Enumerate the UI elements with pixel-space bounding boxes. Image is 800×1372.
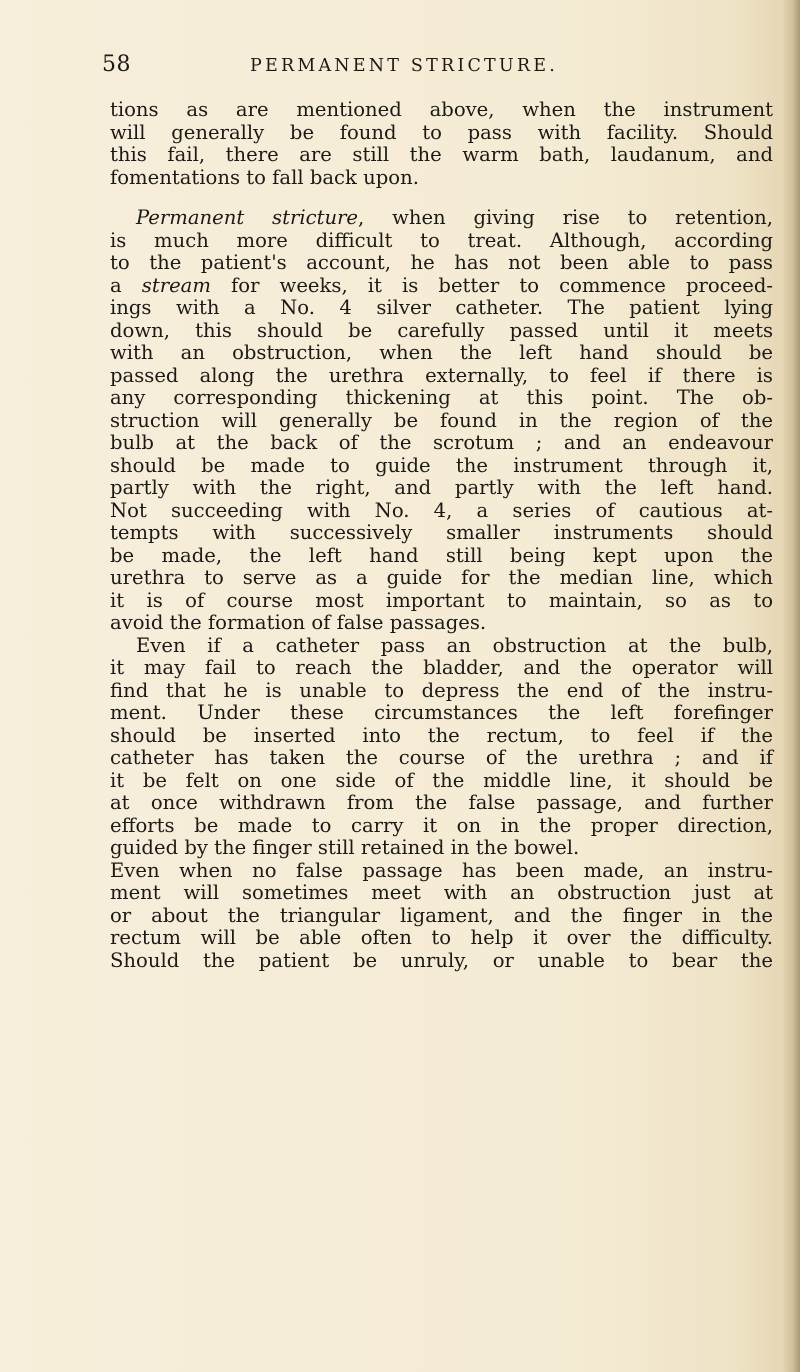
text-line: at once withdrawn from the false passage, and further <box>110 791 773 814</box>
text-line: be made, the left hand still being kept upon the <box>110 543 773 567</box>
text-line: with an obstruction, when the left hand should be <box>110 341 773 364</box>
line-start: a <box>110 273 142 297</box>
running-head: PERMANENT STRICTURE. <box>250 56 558 76</box>
page-edge-shadow <box>782 0 800 1372</box>
text-line: avoid the formation of false passages. <box>110 611 487 634</box>
text-line: is much more difficult to treat. Although, according <box>110 228 773 252</box>
text-line: ings with a No. 4 silver catheter. The patient lying <box>110 296 773 319</box>
text-line: fomentations to fall back upon. <box>110 165 419 189</box>
page-header <box>102 52 762 84</box>
text-line: tempts with successively smaller instruments should <box>110 521 773 544</box>
text-line: will generally be found to pass with facility. Should <box>110 120 773 144</box>
text-line: struction will generally be found in the region of the <box>110 408 773 432</box>
text-line: this fail, there are still the warm bath, laudanum, and <box>110 143 773 166</box>
line-rest: , when giving rise to retention, <box>358 206 773 229</box>
text-line: rectum will be able often to help it over the difficulty. <box>110 926 773 949</box>
text-line: Not succeeding with No. 4, a series of cautious at- <box>110 498 773 522</box>
italic-phrase: Permanent stricture <box>136 206 359 229</box>
text-line: urethra to serve as a guide for the median line, which <box>110 566 773 589</box>
text-line: tions as are mentioned above, when the instrument <box>110 98 773 121</box>
text-line-permanent-stricture <box>110 207 773 230</box>
text-line: passed along the urethra externally, to feel if there is <box>110 363 773 387</box>
text-line: any corresponding thickening at this point. The ob- <box>110 386 773 409</box>
line-rest: for weeks, it is better to commence proceed- <box>210 273 773 297</box>
text-line-stream <box>110 275 773 298</box>
text-line: guided by the finger still retained in the bowel. <box>110 836 580 859</box>
text-line: it may fail to reach the bladder, and the operator will <box>110 656 773 679</box>
text-line: catheter has taken the course of the urethra ; and if <box>110 746 773 769</box>
text-line: should be inserted into the rectum, to feel if the <box>110 723 773 747</box>
body-text <box>110 99 773 972</box>
text-line: to the patient's account, he has not been able to pass <box>110 251 773 274</box>
text-line: Even if a catheter pass an obstruction at the bulb, <box>136 633 773 657</box>
italic-phrase: stream <box>141 273 211 297</box>
text-line: should be made to guide the instrument through it, <box>110 453 773 477</box>
text-line: find that he is unable to depress the end of the instru- <box>110 678 773 702</box>
page-number: 58 <box>102 52 131 77</box>
text-line: it be felt on one side of the middle line, it should be <box>110 768 773 792</box>
text-line: ment. Under these circumstances the left forefinger <box>110 701 773 724</box>
paragraph-gap <box>110 189 773 207</box>
text-line: bulb at the back of the scrotum ; and an endeavour <box>110 431 773 454</box>
text-line: it is of course most important to maintain, so as to <box>110 588 773 612</box>
text-line: partly with the right, and partly with the left hand. <box>110 476 773 499</box>
text-line: ment will sometimes meet with an obstruction just at <box>110 881 773 904</box>
text-line: or about the triangular ligament, and the finger in the <box>110 903 773 927</box>
text-line: down, this should be carefully passed until it meets <box>110 318 773 342</box>
text-line: Should the patient be unruly, or unable to bear the <box>110 948 773 972</box>
text-line: Even when no false passage has been made, an instru- <box>110 858 773 882</box>
text-line: efforts be made to carry it on in the proper direction, <box>110 813 773 837</box>
